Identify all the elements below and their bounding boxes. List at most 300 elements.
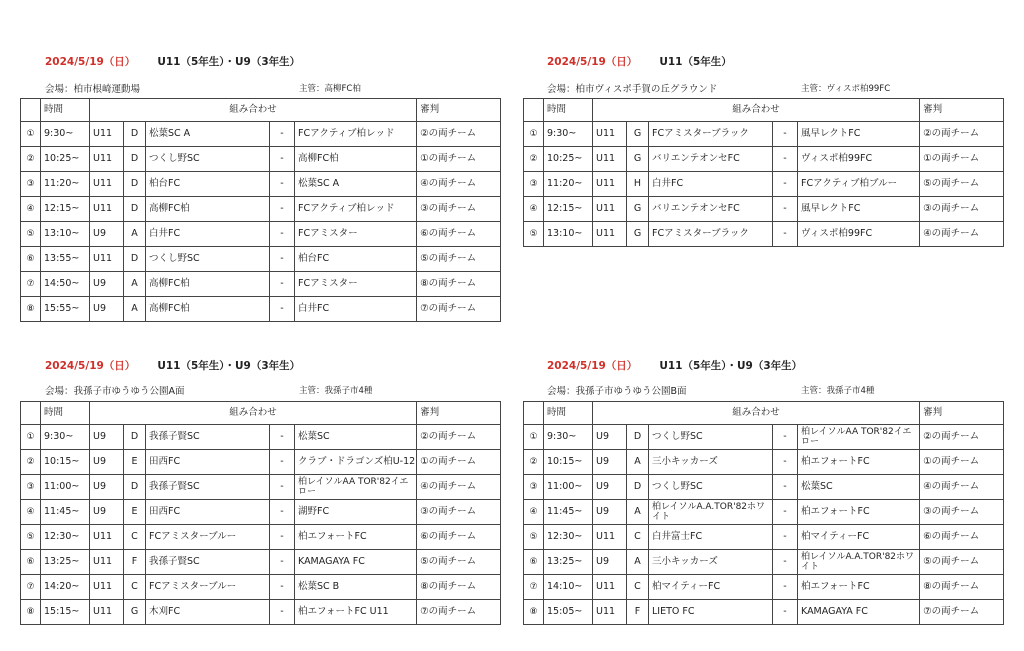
vs-separator: - <box>270 600 295 625</box>
table-row <box>21 425 501 450</box>
league-group: C <box>124 525 146 550</box>
away-team: 高柳FC柏 <box>295 147 417 172</box>
section-title <box>45 358 300 373</box>
match-number: ① <box>21 122 41 147</box>
table-row <box>21 475 501 500</box>
schedule-table <box>523 401 1004 625</box>
vs-separator: - <box>270 297 295 322</box>
age-group: U11 <box>593 172 627 197</box>
home-team: つくし野SC <box>649 425 773 450</box>
away-team: KAMAGAYA FC <box>295 550 417 575</box>
league-group: A <box>627 550 649 575</box>
age-group: U11 <box>90 172 124 197</box>
match-number: ⑤ <box>524 222 544 247</box>
match-time: 10:25~ <box>41 147 90 172</box>
match-time: 11:45~ <box>544 500 593 525</box>
header-time: 時間 <box>544 402 593 425</box>
league-group: A <box>124 222 146 247</box>
match-time: 15:55~ <box>41 297 90 322</box>
vs-separator: - <box>773 147 798 172</box>
vs-separator: - <box>270 550 295 575</box>
league-group: F <box>124 550 146 575</box>
referee-assignment: ④の両チーム <box>920 222 1004 247</box>
away-team: FCアミスター <box>295 222 417 247</box>
vs-separator: - <box>270 172 295 197</box>
away-team: 松葉SC <box>798 475 920 500</box>
header-time: 時間 <box>41 99 90 122</box>
match-number: ⑥ <box>524 550 544 575</box>
age-group: U11 <box>90 600 124 625</box>
referee-assignment: ⑦の両チーム <box>920 600 1004 625</box>
referee-assignment: ③の両チーム <box>417 197 501 222</box>
header-row <box>524 99 1004 122</box>
league-group: D <box>627 425 649 450</box>
header-referee: 審判 <box>417 402 501 425</box>
match-number: ④ <box>524 500 544 525</box>
vs-separator: - <box>773 122 798 147</box>
home-team: 高柳FC柏 <box>146 272 270 297</box>
league-group: A <box>124 272 146 297</box>
section-category: U11（5年生）・U9（3年生） <box>659 360 803 372</box>
header-row <box>524 402 1004 425</box>
age-group: U11 <box>90 147 124 172</box>
home-team: つくし野SC <box>146 247 270 272</box>
vs-separator: - <box>773 500 798 525</box>
table-row <box>21 297 501 322</box>
league-group: D <box>124 475 146 500</box>
home-team: 三小キッカーズ <box>649 550 773 575</box>
match-time: 11:45~ <box>41 500 90 525</box>
match-number: ① <box>524 425 544 450</box>
section-title <box>547 54 732 69</box>
home-team: つくし野SC <box>649 475 773 500</box>
header-referee: 審判 <box>417 99 501 122</box>
section-venue: 会場：柏市ヴィスポ手賀の丘グラウンド <box>547 84 718 95</box>
table-row <box>524 147 1004 172</box>
home-team: 柏マイティーFC <box>649 575 773 600</box>
away-team: 風早レクトFC <box>798 197 920 222</box>
match-number: ④ <box>524 197 544 222</box>
age-group: U11 <box>90 122 124 147</box>
table-row <box>524 425 1004 450</box>
table-row <box>21 247 501 272</box>
header-time: 時間 <box>41 402 90 425</box>
referee-assignment: ⑦の両チーム <box>417 600 501 625</box>
table-row <box>21 450 501 475</box>
table-row <box>524 600 1004 625</box>
age-group: U11 <box>90 247 124 272</box>
section-venue: 会場：柏市根崎運動場 <box>45 84 141 95</box>
vs-separator: - <box>773 450 798 475</box>
league-group: G <box>627 147 649 172</box>
away-team: クラブ・ドラゴンズ柏U-12 <box>295 450 417 475</box>
match-number: ⑥ <box>21 247 41 272</box>
league-group: C <box>627 575 649 600</box>
away-team: 柏エフォートFC <box>798 450 920 475</box>
section-venue: 会場：我孫子市ゆうゆう公園B面 <box>547 386 687 397</box>
home-team: 田西FC <box>146 500 270 525</box>
section-category: U11（5年生）・U9（3年生） <box>157 56 301 68</box>
referee-assignment: ⑧の両チーム <box>417 575 501 600</box>
age-group: U9 <box>90 500 124 525</box>
header-blank <box>21 402 41 425</box>
section-date: 2024/5/19（日） <box>45 56 136 68</box>
league-group: A <box>124 297 146 322</box>
schedule-table <box>523 98 1004 247</box>
league-group: D <box>124 122 146 147</box>
vs-separator: - <box>270 222 295 247</box>
vs-separator: - <box>270 500 295 525</box>
section-host: 主管：我孫子市4種 <box>801 386 875 396</box>
vs-separator: - <box>270 575 295 600</box>
table-row <box>524 450 1004 475</box>
match-number: ② <box>524 450 544 475</box>
referee-assignment: ①の両チーム <box>920 147 1004 172</box>
section-venue: 会場：我孫子市ゆうゆう公園A面 <box>45 386 185 397</box>
age-group: U11 <box>90 525 124 550</box>
section-title <box>45 54 300 69</box>
home-team: 白井FC <box>146 222 270 247</box>
league-group: F <box>627 600 649 625</box>
league-group: G <box>627 222 649 247</box>
away-team: 松葉SC A <box>295 172 417 197</box>
referee-assignment: ④の両チーム <box>920 475 1004 500</box>
match-time: 10:15~ <box>41 450 90 475</box>
table-row <box>524 222 1004 247</box>
referee-assignment: ③の両チーム <box>920 500 1004 525</box>
match-number: ⑦ <box>21 272 41 297</box>
table-row <box>524 575 1004 600</box>
match-time: 13:10~ <box>544 222 593 247</box>
age-group: U11 <box>593 222 627 247</box>
table-row <box>524 550 1004 575</box>
match-number: ④ <box>21 500 41 525</box>
referee-assignment: ②の両チーム <box>920 425 1004 450</box>
table-row <box>21 575 501 600</box>
header-matchups: 組み合わせ <box>90 402 417 425</box>
age-group: U11 <box>593 197 627 222</box>
match-time: 13:55~ <box>41 247 90 272</box>
match-number: ② <box>524 147 544 172</box>
vs-separator: - <box>270 272 295 297</box>
section-category: U11（5年生） <box>659 56 732 68</box>
match-time: 15:05~ <box>544 600 593 625</box>
home-team: バリエンテオンセFC <box>649 197 773 222</box>
match-time: 14:10~ <box>544 575 593 600</box>
home-team: FCアミスターブルー <box>146 525 270 550</box>
table-row <box>21 600 501 625</box>
league-group: D <box>124 425 146 450</box>
table-row <box>21 500 501 525</box>
home-team: 白井FC <box>649 172 773 197</box>
vs-separator: - <box>773 197 798 222</box>
home-team: 田西FC <box>146 450 270 475</box>
age-group: U11 <box>593 600 627 625</box>
age-group: U9 <box>593 500 627 525</box>
referee-assignment: ①の両チーム <box>920 450 1004 475</box>
match-number: ② <box>21 450 41 475</box>
vs-separator: - <box>773 425 798 450</box>
header-time: 時間 <box>544 99 593 122</box>
home-team: 柏レイソルA.A.TOR'82ホワイト <box>649 500 773 525</box>
header-blank <box>524 402 544 425</box>
home-team: FCアミスターブラック <box>649 222 773 247</box>
header-matchups: 組み合わせ <box>90 99 417 122</box>
match-number: ⑦ <box>21 575 41 600</box>
match-number: ① <box>524 122 544 147</box>
referee-assignment: ③の両チーム <box>417 500 501 525</box>
match-number: ⑧ <box>21 297 41 322</box>
away-team: ヴィスポ柏99FC <box>798 147 920 172</box>
section-category: U11（5年生）・U9（3年生） <box>157 360 301 372</box>
home-team: 我孫子賢SC <box>146 425 270 450</box>
away-team: KAMAGAYA FC <box>798 600 920 625</box>
match-time: 11:00~ <box>544 475 593 500</box>
home-team: LIETO FC <box>649 600 773 625</box>
away-team: 柏エフォートFC <box>798 500 920 525</box>
away-team: FCアミスター <box>295 272 417 297</box>
match-number: ⑤ <box>524 525 544 550</box>
age-group: U11 <box>90 197 124 222</box>
home-team: 我孫子賢SC <box>146 475 270 500</box>
home-team: 松葉SC A <box>146 122 270 147</box>
match-number: ① <box>21 425 41 450</box>
table-row <box>524 525 1004 550</box>
home-team: つくし野SC <box>146 147 270 172</box>
away-team: ヴィスポ柏99FC <box>798 222 920 247</box>
age-group: U11 <box>90 550 124 575</box>
away-team: 湖野FC <box>295 500 417 525</box>
section-host: 主管：高柳FC柏 <box>299 84 361 94</box>
table-row <box>524 500 1004 525</box>
home-team: FCアミスターブラック <box>649 122 773 147</box>
header-row <box>21 402 501 425</box>
section-title <box>547 358 802 373</box>
age-group: U9 <box>593 475 627 500</box>
match-time: 13:25~ <box>41 550 90 575</box>
referee-assignment: ④の両チーム <box>417 475 501 500</box>
match-time: 9:30~ <box>544 425 593 450</box>
match-time: 14:20~ <box>41 575 90 600</box>
league-group: E <box>124 450 146 475</box>
header-referee: 審判 <box>920 402 1004 425</box>
away-team: 柏レイソルAA TOR'82イエロー <box>295 475 417 500</box>
match-time: 9:30~ <box>41 425 90 450</box>
away-team: 柏レイソルAA TOR'82イエロー <box>798 425 920 450</box>
vs-separator: - <box>270 525 295 550</box>
match-number: ⑧ <box>524 600 544 625</box>
home-team: FCアミスターブルー <box>146 575 270 600</box>
vs-separator: - <box>270 147 295 172</box>
table-row <box>21 525 501 550</box>
home-team: 木刈FC <box>146 600 270 625</box>
home-team: 我孫子賢SC <box>146 550 270 575</box>
referee-assignment: ⑤の両チーム <box>920 550 1004 575</box>
away-team: 柏台FC <box>295 247 417 272</box>
match-time: 12:30~ <box>41 525 90 550</box>
vs-separator: - <box>773 550 798 575</box>
league-group: C <box>124 575 146 600</box>
league-group: H <box>627 172 649 197</box>
match-time: 12:30~ <box>544 525 593 550</box>
home-team: 三小キッカーズ <box>649 450 773 475</box>
match-number: ⑥ <box>21 550 41 575</box>
vs-separator: - <box>270 450 295 475</box>
match-time: 14:50~ <box>41 272 90 297</box>
league-group: C <box>627 525 649 550</box>
league-group: G <box>124 600 146 625</box>
age-group: U11 <box>593 122 627 147</box>
match-number: ⑤ <box>21 222 41 247</box>
vs-separator: - <box>270 197 295 222</box>
referee-assignment: ②の両チーム <box>417 425 501 450</box>
away-team: 柏エフォートFC U11 <box>295 600 417 625</box>
age-group: U9 <box>593 550 627 575</box>
vs-separator: - <box>773 575 798 600</box>
age-group: U9 <box>593 450 627 475</box>
referee-assignment: ②の両チーム <box>920 122 1004 147</box>
away-team: 柏レイソルA.A.TOR'82ホワイト <box>798 550 920 575</box>
header-blank <box>21 99 41 122</box>
league-group: G <box>627 122 649 147</box>
vs-separator: - <box>270 122 295 147</box>
section-host: 主管：ヴィスポ柏99FC <box>801 84 891 94</box>
away-team: FCアクティブ柏ブルー <box>798 172 920 197</box>
referee-assignment: ⑤の両チーム <box>417 550 501 575</box>
age-group: U11 <box>593 525 627 550</box>
vs-separator: - <box>773 222 798 247</box>
table-row <box>21 147 501 172</box>
match-time: 13:10~ <box>41 222 90 247</box>
match-number: ⑧ <box>21 600 41 625</box>
away-team: FCアクティブ柏レッド <box>295 197 417 222</box>
header-row <box>21 99 501 122</box>
table-row <box>21 122 501 147</box>
home-team: 高柳FC柏 <box>146 297 270 322</box>
table-row <box>21 197 501 222</box>
age-group: U9 <box>90 297 124 322</box>
away-team: 柏マイティーFC <box>798 525 920 550</box>
home-team: 柏台FC <box>146 172 270 197</box>
league-group: G <box>627 197 649 222</box>
table-row <box>524 197 1004 222</box>
table-row <box>524 475 1004 500</box>
league-group: D <box>124 172 146 197</box>
age-group: U9 <box>90 475 124 500</box>
match-time: 11:20~ <box>41 172 90 197</box>
away-team: 風早レクトFC <box>798 122 920 147</box>
referee-assignment: ②の両チーム <box>417 122 501 147</box>
league-group: A <box>627 450 649 475</box>
table-row <box>21 272 501 297</box>
referee-assignment: ⑦の両チーム <box>417 297 501 322</box>
vs-separator: - <box>773 172 798 197</box>
league-group: D <box>124 147 146 172</box>
header-matchups: 組み合わせ <box>593 99 920 122</box>
match-number: ③ <box>21 172 41 197</box>
section-date: 2024/5/19（日） <box>547 56 638 68</box>
match-time: 12:15~ <box>41 197 90 222</box>
referee-assignment: ⑥の両チーム <box>920 525 1004 550</box>
match-time: 9:30~ <box>544 122 593 147</box>
age-group: U11 <box>90 575 124 600</box>
age-group: U11 <box>593 147 627 172</box>
league-group: A <box>627 500 649 525</box>
vs-separator: - <box>773 525 798 550</box>
match-time: 11:00~ <box>41 475 90 500</box>
match-number: ⑤ <box>21 525 41 550</box>
referee-assignment: ⑤の両チーム <box>417 247 501 272</box>
schedule-table <box>20 98 501 322</box>
referee-assignment: ①の両チーム <box>417 450 501 475</box>
age-group: U9 <box>90 272 124 297</box>
vs-separator: - <box>270 247 295 272</box>
match-time: 11:20~ <box>544 172 593 197</box>
away-team: 松葉SC B <box>295 575 417 600</box>
header-blank <box>524 99 544 122</box>
age-group: U9 <box>90 450 124 475</box>
home-team: 高柳FC柏 <box>146 197 270 222</box>
match-time: 10:25~ <box>544 147 593 172</box>
section-host: 主管：我孫子市4種 <box>299 386 373 396</box>
vs-separator: - <box>773 475 798 500</box>
table-row <box>21 222 501 247</box>
table-row <box>21 550 501 575</box>
section-date: 2024/5/19（日） <box>45 360 136 372</box>
match-time: 10:15~ <box>544 450 593 475</box>
away-team: 白井FC <box>295 297 417 322</box>
away-team: 柏エフォートFC <box>798 575 920 600</box>
vs-separator: - <box>270 475 295 500</box>
referee-assignment: ⑧の両チーム <box>920 575 1004 600</box>
table-row <box>524 122 1004 147</box>
league-group: D <box>124 197 146 222</box>
league-group: E <box>124 500 146 525</box>
away-team: 柏エフォートFC <box>295 525 417 550</box>
match-number: ③ <box>524 172 544 197</box>
league-group: D <box>124 247 146 272</box>
match-number: ③ <box>524 475 544 500</box>
header-referee: 審判 <box>920 99 1004 122</box>
age-group: U9 <box>90 425 124 450</box>
match-number: ④ <box>21 197 41 222</box>
table-row <box>21 172 501 197</box>
away-team: 松葉SC <box>295 425 417 450</box>
match-time: 12:15~ <box>544 197 593 222</box>
home-team: バリエンテオンセFC <box>649 147 773 172</box>
match-time: 15:15~ <box>41 600 90 625</box>
away-team: FCアクティブ柏レッド <box>295 122 417 147</box>
league-group: D <box>627 475 649 500</box>
match-number: ③ <box>21 475 41 500</box>
vs-separator: - <box>270 425 295 450</box>
match-number: ⑦ <box>524 575 544 600</box>
section-date: 2024/5/19（日） <box>547 360 638 372</box>
referee-assignment: ①の両チーム <box>417 147 501 172</box>
match-time: 9:30~ <box>41 122 90 147</box>
match-time: 13:25~ <box>544 550 593 575</box>
match-number: ② <box>21 147 41 172</box>
header-matchups: 組み合わせ <box>593 402 920 425</box>
referee-assignment: ⑥の両チーム <box>417 525 501 550</box>
table-row <box>524 172 1004 197</box>
age-group: U9 <box>90 222 124 247</box>
age-group: U11 <box>593 575 627 600</box>
home-team: 白井富士FC <box>649 525 773 550</box>
referee-assignment: ⑧の両チーム <box>417 272 501 297</box>
referee-assignment: ④の両チーム <box>417 172 501 197</box>
referee-assignment: ③の両チーム <box>920 197 1004 222</box>
